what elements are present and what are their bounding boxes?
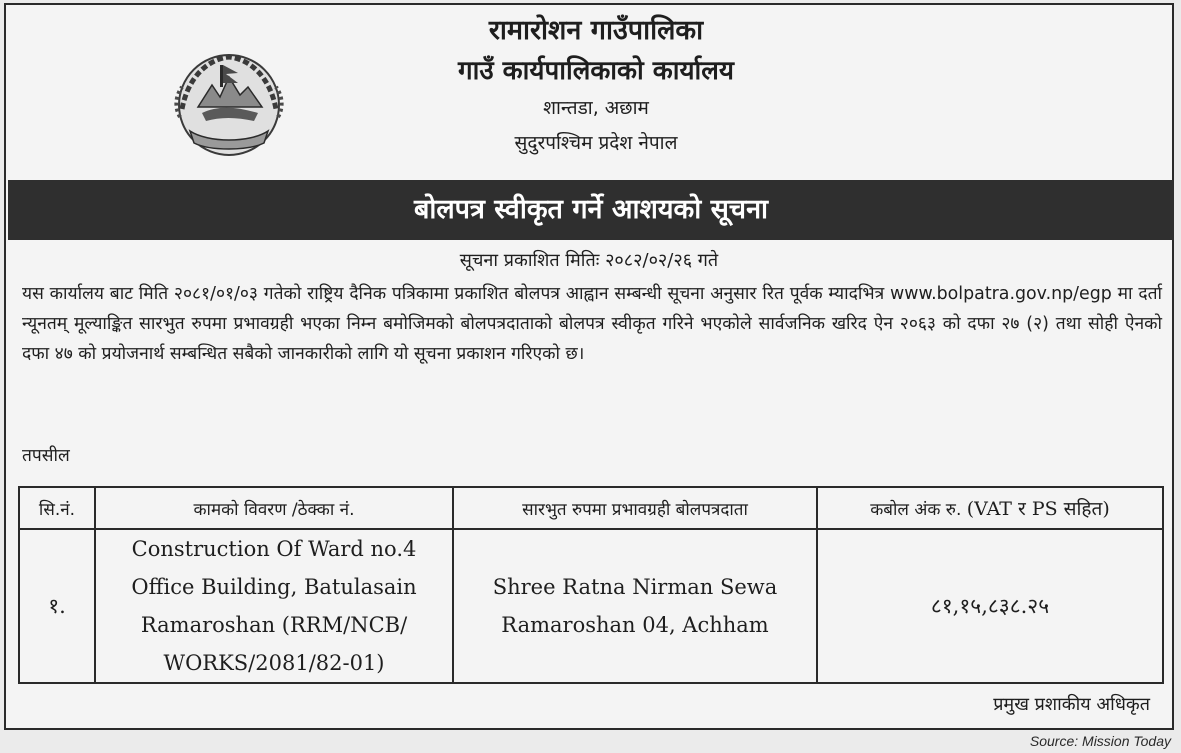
header-work: कामको विवरण /ठेक्का नं.: [95, 487, 453, 529]
office-header: [336, 11, 856, 161]
cell-sn: १.: [19, 529, 95, 683]
signatory-title: प्रमुख प्रशाकीय अधिकृत: [993, 694, 1150, 715]
bidder-name: Shree Ratna Nirman Sewa: [492, 575, 778, 599]
work-line: Construction Of Ward no.4: [131, 537, 417, 561]
table-row: [19, 529, 1163, 683]
province-name: सुदुरपश्चिम प्रदेश नेपाल: [514, 132, 678, 154]
cell-amount: ८१,१५,८३८.२५: [817, 529, 1163, 683]
nepal-emblem-icon: [168, 47, 290, 159]
work-line: WORKS/2081/82-01): [163, 651, 385, 675]
cell-bidder: [453, 529, 817, 683]
office-name: गाउँ कार्यपालिकाको कार्यालय: [458, 56, 734, 86]
municipality-name: रामारोशन गाउँपालिका: [488, 15, 704, 46]
details-label: तपसील: [22, 446, 70, 466]
work-line: Office Building, Batulasain: [131, 575, 417, 599]
header-amount: [817, 487, 1163, 529]
header-sn: सि.नं.: [19, 487, 95, 529]
source-credit: Source: Mission Today: [1029, 733, 1171, 749]
cell-work: [95, 529, 453, 683]
header-bidder: सारभुत रुपमा प्रभावग्रही बोलपत्रदाता: [453, 487, 817, 529]
header-amount-label: कबोल अंक रु.: [870, 500, 967, 520]
published-date: सूचना प्रकाशित मितिः २०८२/०२/२६ गते: [459, 250, 719, 271]
work-line: Ramaroshan (RRM/NCB/: [140, 613, 408, 637]
notice-title-banner: बोलपत्र स्वीकृत गर्ने आशयको सूचना: [8, 180, 1174, 240]
notice-frame: [4, 3, 1174, 730]
office-location: शान्तडा, अछाम: [543, 97, 649, 119]
award-table: [18, 486, 1164, 684]
bidder-address: Ramaroshan 04, Achham: [501, 613, 769, 637]
table-header-row: [19, 487, 1163, 529]
header-amount-note: (VAT र PS सहित): [966, 498, 1110, 520]
notice-body: यस कार्यालय बाट मिति २०८१/०१/०३ गतेको राष्ट्रिय दैनिक पत्रिकामा प्रकाशित बोलपत्र आह्वान सम्बन्धी सूचना अनुसार रित पूर्वक म्यादभित्र www.bolpatra.gov.np/egp मा दर्ता न्यूनतम् मूल्याङ्कित सारभुत रुपमा प्रभावग्रही भएका निम्न बमोजिमको बोलपत्रदाताको बोलपत्र स्वीकृत गरिने भएकोले सार्वजनिक खरिद ऐन २०६३ को दफा २७ (२) तथा सोही ऐनको दफा ४७ को प्रयोजनार्थ सम्बन्धित सबैको जानकारीको लागि यो सूचना प्रकाशन गरिएको छ।: [22, 284, 1162, 364]
